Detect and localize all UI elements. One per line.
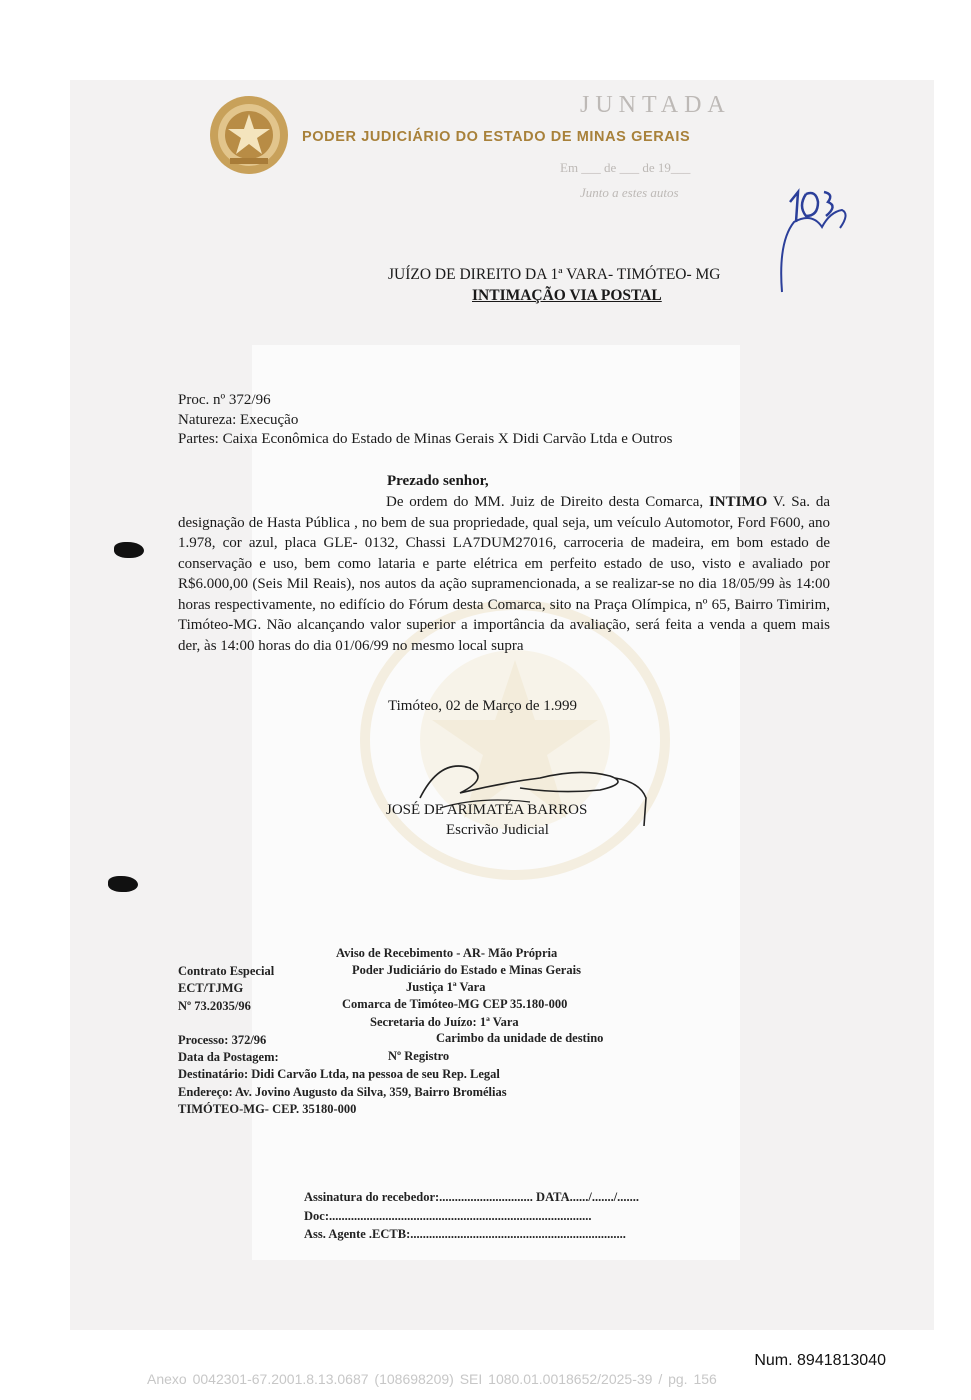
- court-name: JUÍZO DE DIREITO DA 1ª VARA- TIMÓTEO- MG: [388, 266, 721, 283]
- margin-blot-2: [108, 876, 138, 892]
- ar-doc: Doc:....................................................................................: [304, 1209, 592, 1223]
- ar-registro: Nº Registro: [388, 1049, 450, 1063]
- coat-of-arms-seal-icon: [208, 94, 290, 176]
- ar-contrato: Contrato Especial: [178, 964, 275, 978]
- faded-stamp-line2: Em ___ de ___ de 19___: [560, 160, 691, 175]
- folio-number: 103: [792, 238, 794, 239]
- document-title: INTIMAÇÃO VIA POSTAL: [472, 287, 662, 304]
- ar-comarca: Comarca de Timóteo-MG CEP 35.180-000: [342, 997, 568, 1011]
- body-intro: De ordem do MM. Juiz de Direito desta Comarca,: [386, 494, 709, 510]
- body-rest: V. Sa. da designação de Hasta Pública , no bem de sua propriedade, qual seja, um veículo Automotor, Ford F600, ano 1.978, cor azul, placa GLE- 0132, Chassi LA7DUM27016, carroceria de madeira, em bom estado de conservação e uso, bem como lataria e parte elétrica em perfeito estado de uso, visto e avaliado por R$6.000,00 (Seis Mil Reais), nos autos da ação supramencionada, a se realizar-se no dia 18/05/99 às 14:00 horas respectivamente, no edifício do Fórum desta Comarca, sito na Praça Olímpica, nº 65, Bairro Timirim, Timóteo-MG. Não alcançando valor superior a importância da avaliação, será feita a venda a quem mais der, às 14:00 horas do dia 01/06/99 no mesmo local supra: [178, 494, 830, 654]
- ar-data-postagem: Data da Postagem:: [178, 1050, 279, 1064]
- footer-metadata: Anexo 0042301-67.2001.8.13.0687 (108698209) SEI 1080.01.0018652/2025-39 / pg. 156: [147, 1371, 717, 1387]
- ar-agente: Ass. Agente .ECTB:.....................................................................: [304, 1227, 626, 1241]
- ar-cidade: TIMÓTEO-MG- CEP. 35180-000: [178, 1102, 357, 1116]
- signer-name: JOSÉ DE ARIMATÉA BARROS: [386, 802, 588, 818]
- ar-ect: ECT/TJMG: [178, 981, 244, 995]
- faded-stamp-line1: JUNTADA: [580, 92, 731, 118]
- ar-endereco: Endereço: Av. Jovino Augusto da Silva, 359, Bairro Bromélias: [178, 1085, 507, 1099]
- handwritten-folio-mark: [772, 182, 852, 302]
- body-intimo: INTIMO: [708, 494, 768, 510]
- ar-justica: Justiça 1ª Vara: [406, 980, 486, 994]
- ar-carimbo: Carimbo da unidade de destino: [436, 1031, 604, 1045]
- ar-numero: Nº 73.2035/96: [178, 999, 251, 1013]
- signer-role: Escrivão Judicial: [446, 822, 549, 838]
- ar-destinatario: Destinatário: Didi Carvão Ltda, na pessoa de seu Rep. Legal: [178, 1067, 500, 1081]
- case-proc: Proc. nº 372/96: [178, 392, 271, 408]
- ar-secretaria: Secretaria do Juízo: 1ª Vara: [370, 1015, 519, 1029]
- faded-stamp-line3: Junto a estes autos: [580, 185, 679, 200]
- margin-blot-1: [114, 542, 144, 558]
- case-natureza: Natureza: Execução: [178, 412, 299, 428]
- organization-header: PODER JUDICIÁRIO DO ESTADO DE MINAS GERAIS: [302, 129, 691, 145]
- ar-assinatura: Assinatura do recebedor:.............................. DATA....../......./.......: [304, 1190, 640, 1204]
- case-partes: Partes: Caixa Econômica do Estado de Minas Gerais X Didi Carvão Ltda e Outros: [178, 431, 673, 447]
- salutation: Prezado senhor,: [387, 473, 489, 489]
- ar-poder: Poder Judiciário do Estado e Minas Gerais: [352, 963, 581, 977]
- document-number: Num. 8941813040: [754, 1352, 886, 1369]
- ar-processo: Processo: 372/96: [178, 1033, 267, 1047]
- place-date: Timóteo, 02 de Março de 1.999: [388, 698, 578, 714]
- ar-title: Aviso de Recebimento - AR- Mão Própria: [336, 946, 558, 960]
- letter-body: [178, 492, 830, 656]
